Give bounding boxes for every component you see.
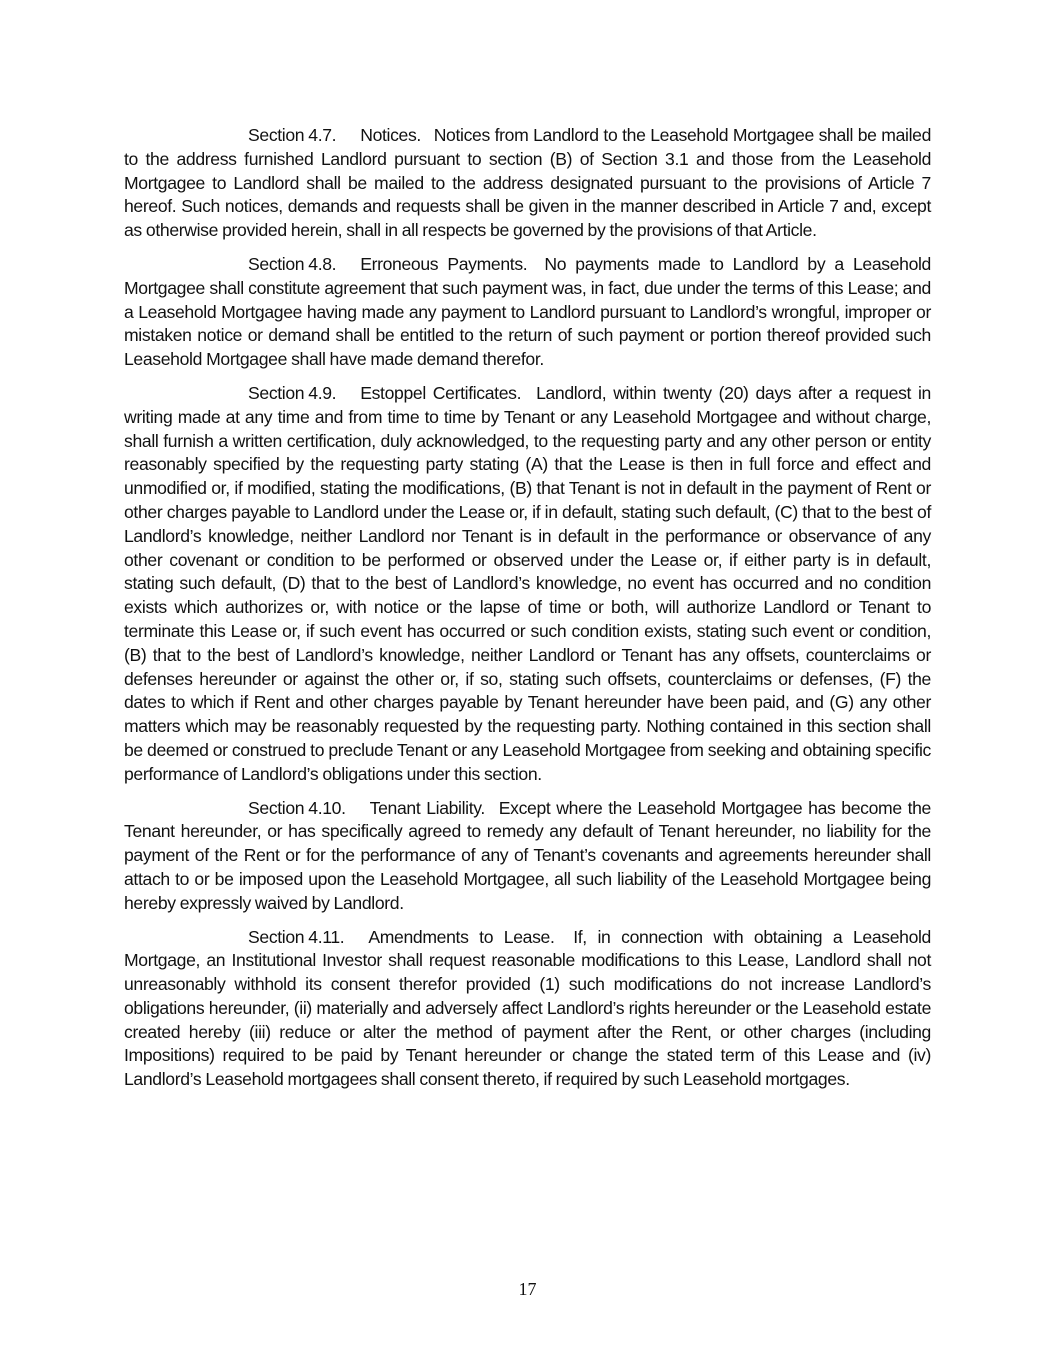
section-4-7 [124, 124, 931, 243]
section-body: Except where the Leasehold Mortgagee has become the Tenant hereunder, or has specifically agreed to remedy any default of Tenant hereunder, no liability for the payment of the Rent or for the performance of any of Tenant’s covenants and agreements hereunder shall attach to or be imposed upon the Leasehold Mortgagee, all such liability of the Leasehold Mortgagee being hereby expressly waived by Landlord. [124, 797, 931, 913]
section-heading: Amendments to Lease. [368, 926, 555, 947]
section-number: Section 4.7. [248, 125, 337, 145]
section-number: Section 4.9. [248, 382, 337, 403]
section-body: No payments made to Landlord by a Leasehold Mortgagee shall constitute agreement that such payment was, in fact, due under the terms of this Lease; and a Leasehold Mortgagee having made any payment to Landlord pursuant to Landlord’s wrongful, improper or mistaken notice or demand shall be entitled to the return of such payment or portion thereof provided such Leasehold Mortgagee shall have made demand therefor. [124, 253, 931, 370]
section-number: Section 4.11. [248, 926, 345, 947]
section-body: If, in connection with obtaining a Leasehold Mortgage, an Institutional Investor shall request reasonable modifications to this Lease, Landlord shall not unreasonably withhold its consent therefor provided (1) such modifications do not increase Landlord’s obligations hereunder, (ii) materially and adversely affect Landlord’s rights hereunder or the Leasehold estate created hereby (iii) reduce or alter the method of payment after the Rent, or other charges (including Impositions) required to be paid by Tenant hereunder or change the stated term of this Lease and (iv) Landlord’s Leasehold mortgagees shall consent thereto, if required by such Leasehold mortgages. [124, 926, 931, 1090]
section-body: Landlord, within twenty (20) days after a request in writing made at any time and from time to time by Tenant or any Leasehold Mortgagee and without charge, shall furnish a written certification, duly acknowledged, to the requesting party and any other person or entity reasonably specified by the requesting party stating (A) that the Lease is then in full force and effect and unmodified or, if modified, stating the modifications, (B) that Tenant is not in default in the payment of Rent or other charges payable to Landlord under the Lease or, if in default, stating such default, (C) that to the best of Landlord’s knowledge, neither Landlord nor Tenant is in default in the performance or observance of any other covenant or condition to be performed or observed under the Lease or, if either party is in default, stating such default, (D) that to the best of Landlord’s knowledge, no event has occurred and no condition exists which authorizes or, with notice or the lapse of time or both, will authorize Landlord or Tenant to terminate this Lease or, if such event has occurred or such condition exists, stating such event or condition, (B) that to the best of Landlord’s knowledge, neither Landlord or Tenant has any offsets, counterclaims or defenses hereunder or against the other or, if so, stating such offsets, counterclaims or defenses, (F) the dates to which if Rent and other charges payable by Tenant hereunder have been paid, and (G) any other matters which may be reasonably requested by the requesting party. Nothing contained in this section shall be deemed or construed to preclude Tenant or any Leasehold Mortgagee from seeking and obtaining specific performance of Landlord’s obligations under this section. [124, 382, 931, 784]
page-number: 17 [518, 1279, 537, 1299]
section-heading: Tenant Liability. [369, 797, 485, 818]
section-4-10 [124, 797, 931, 916]
section-4-9 [124, 382, 931, 787]
document-page [124, 124, 931, 1102]
section-heading: Estoppel Certificates. [360, 382, 522, 403]
section-body: Notices from Landlord to the Leasehold Mortgagee shall be mailed to the address furnished Landlord pursuant to section (B) of Section 3.1 and those from the Leasehold Mortgagee to Landlord shall be mailed to the address designated pursuant to the provisions of Article 7 hereof. Such notices, demands and requests shall be given in the manner described in Article 7 and, except as otherwise provided herein, shall in all respects be governed by the provisions of that Article. [124, 125, 931, 241]
section-number: Section 4.8. [248, 253, 337, 274]
section-heading: Erroneous Payments. [360, 253, 528, 274]
section-4-8 [124, 253, 931, 372]
section-4-11 [124, 926, 931, 1093]
section-heading: Notices. [360, 125, 421, 145]
section-number: Section 4.10. [248, 797, 346, 818]
